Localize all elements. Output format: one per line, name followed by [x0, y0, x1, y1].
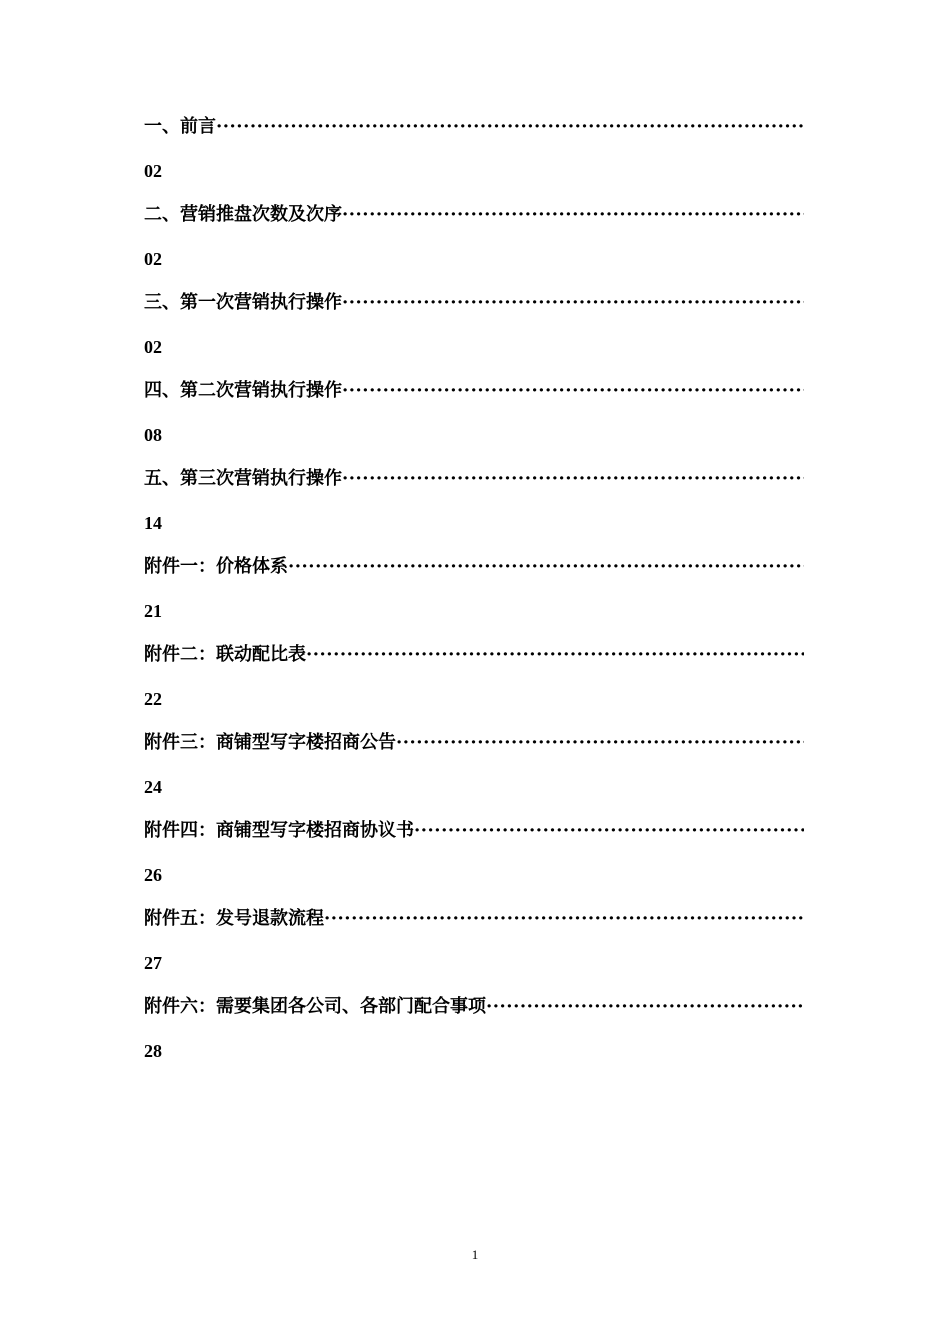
- toc-entry-appendix-6[interactable]: [144, 990, 804, 1078]
- toc-line: [144, 462, 804, 506]
- toc-entry-title: 四、第二次营销执行操作: [144, 380, 342, 401]
- toc-entry-appendix-3[interactable]: [144, 726, 804, 814]
- toc-entry-title: 附件五：发号退款流程: [144, 908, 324, 929]
- toc-entry-page: 02: [144, 337, 162, 357]
- toc-entry-title: 附件六：需要集团各公司、各部门配合事项: [144, 996, 486, 1017]
- toc-entry-title: 一、前言: [144, 116, 216, 137]
- toc-entry-page: 02: [144, 161, 162, 181]
- toc-line: [144, 110, 804, 154]
- toc-entry-third-round[interactable]: [144, 462, 804, 550]
- dot-leader: [288, 550, 804, 584]
- toc-entry-first-round[interactable]: [144, 286, 804, 374]
- toc-entry-page: 21: [144, 601, 162, 621]
- toc-line: [144, 198, 804, 242]
- dot-leader: [342, 286, 804, 320]
- dot-leader: [306, 638, 804, 672]
- toc-entry-page: 28: [144, 1041, 162, 1061]
- toc-entry-page: 24: [144, 777, 162, 797]
- dot-leader: [342, 374, 804, 408]
- toc-line: [144, 374, 804, 418]
- toc-entry-page: 02: [144, 249, 162, 269]
- dot-leader: [342, 198, 804, 232]
- page-number: 1: [471, 1247, 479, 1262]
- toc-entry-appendix-5[interactable]: [144, 902, 804, 990]
- toc-entry-title: 附件三：商铺型写字楼招商公告: [144, 732, 396, 753]
- toc-entry-preface[interactable]: [144, 110, 804, 198]
- toc-entry-title: 附件四：商铺型写字楼招商协议书: [144, 820, 414, 841]
- toc-line: [144, 726, 804, 770]
- toc-line: [144, 550, 804, 594]
- dot-leader: [324, 902, 804, 936]
- toc-line: [144, 286, 804, 330]
- toc-line: [144, 902, 804, 946]
- toc-entry-title: 三、第一次营销执行操作: [144, 292, 342, 313]
- dot-leader: [486, 990, 804, 1024]
- toc-entry-title: 二、营销推盘次数及次序: [144, 204, 342, 225]
- toc-entry-page: 08: [144, 425, 162, 445]
- dot-leader: [396, 726, 804, 760]
- table-of-contents: [144, 110, 804, 1078]
- toc-entry-page: 27: [144, 953, 162, 973]
- toc-entry-appendix-4[interactable]: [144, 814, 804, 902]
- toc-line: [144, 990, 804, 1034]
- toc-entry-second-round[interactable]: [144, 374, 804, 462]
- toc-entry-title: 附件二：联动配比表: [144, 644, 306, 665]
- toc-entry-page: 22: [144, 689, 162, 709]
- toc-entry-page: 14: [144, 513, 162, 533]
- toc-entry-title: 五、第三次营销执行操作: [144, 468, 342, 489]
- dot-leader: [216, 110, 804, 144]
- toc-entry-appendix-1[interactable]: [144, 550, 804, 638]
- toc-entry-title: 附件一：价格体系: [144, 556, 288, 577]
- toc-entry-appendix-2[interactable]: [144, 638, 804, 726]
- toc-line: [144, 814, 804, 858]
- toc-line: [144, 638, 804, 682]
- dot-leader: [342, 462, 804, 496]
- toc-entry-sales-rounds[interactable]: [144, 198, 804, 286]
- toc-entry-page: 26: [144, 865, 162, 885]
- dot-leader: [414, 814, 804, 848]
